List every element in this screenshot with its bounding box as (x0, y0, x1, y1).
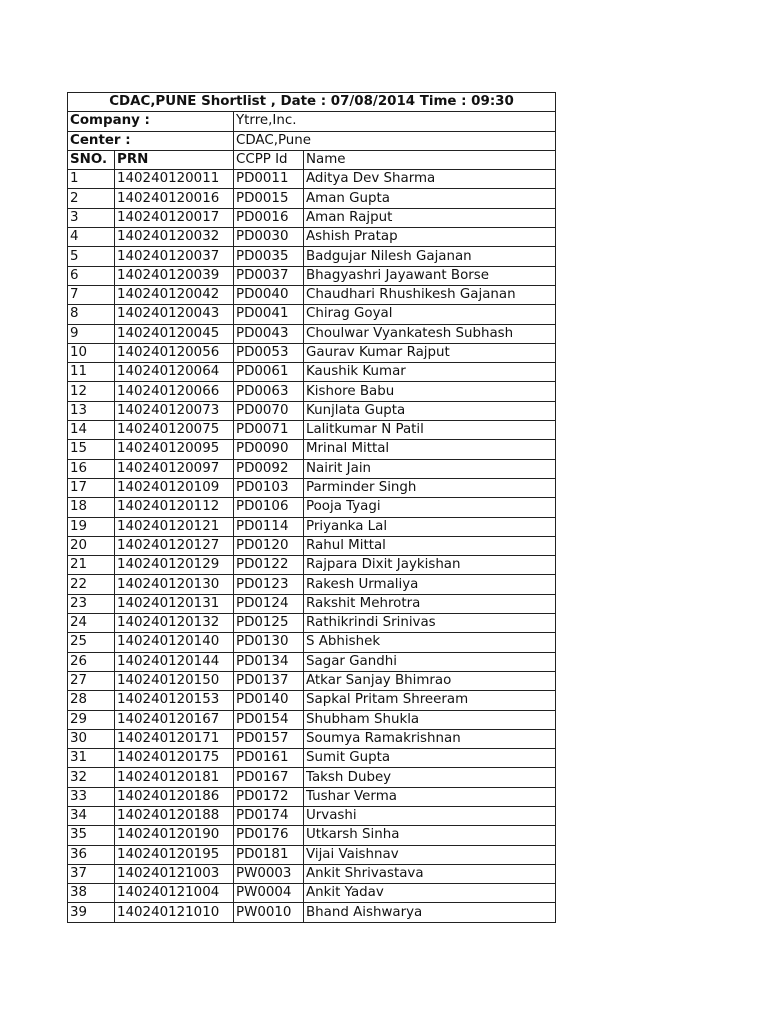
cell-prn: 140240120042 (115, 285, 234, 304)
cell-prn: 140240120112 (115, 498, 234, 517)
table-row (68, 691, 556, 710)
cell-sno: 37 (68, 864, 115, 883)
table-row (68, 208, 556, 227)
cell-ccpp-id: PD0161 (234, 749, 304, 768)
cell-prn: 140240120045 (115, 324, 234, 343)
cell-ccpp-id: PD0063 (234, 382, 304, 401)
cell-name: Pooja Tyagi (304, 498, 556, 517)
table-row (68, 421, 556, 440)
cell-name: Ankit Shrivastava (304, 864, 556, 883)
cell-name: Choulwar Vyankatesh Subhash (304, 324, 556, 343)
cell-name: Rathikrindi Srinivas (304, 614, 556, 633)
cell-name: Priyanka Lal (304, 517, 556, 536)
cell-sno: 29 (68, 710, 115, 729)
shortlist-table (67, 92, 556, 923)
cell-ccpp-id: PD0041 (234, 305, 304, 324)
cell-name: Ashish Pratap (304, 228, 556, 247)
column-header-sno: SNO. (68, 150, 115, 169)
cell-ccpp-id: PD0137 (234, 671, 304, 690)
table-row (68, 556, 556, 575)
table-row (68, 478, 556, 497)
table-row (68, 324, 556, 343)
cell-ccpp-id: PD0016 (234, 208, 304, 227)
cell-ccpp-id: PD0130 (234, 633, 304, 652)
cell-name: Soumya Ramakrishnan (304, 729, 556, 748)
table-row (68, 517, 556, 536)
cell-sno: 6 (68, 266, 115, 285)
cell-name: Kishore Babu (304, 382, 556, 401)
cell-ccpp-id: PD0140 (234, 691, 304, 710)
table-row (68, 189, 556, 208)
cell-name: Sagar Gandhi (304, 652, 556, 671)
cell-sno: 23 (68, 594, 115, 613)
cell-prn: 140240120150 (115, 671, 234, 690)
table-row (68, 536, 556, 555)
table-row (68, 633, 556, 652)
cell-sno: 18 (68, 498, 115, 517)
cell-ccpp-id: PD0114 (234, 517, 304, 536)
cell-ccpp-id: PD0167 (234, 768, 304, 787)
cell-prn: 140240120037 (115, 247, 234, 266)
cell-name: Bhagyashri Jayawant Borse (304, 266, 556, 285)
cell-name: Atkar Sanjay Bhimrao (304, 671, 556, 690)
cell-sno: 26 (68, 652, 115, 671)
cell-name: Sumit Gupta (304, 749, 556, 768)
cell-name: Lalitkumar N Patil (304, 421, 556, 440)
cell-prn: 140240120167 (115, 710, 234, 729)
cell-prn: 140240120190 (115, 826, 234, 845)
cell-sno: 2 (68, 189, 115, 208)
cell-prn: 140240120121 (115, 517, 234, 536)
cell-sno: 38 (68, 884, 115, 903)
table-row (68, 305, 556, 324)
cell-ccpp-id: PD0040 (234, 285, 304, 304)
cell-ccpp-id: PD0092 (234, 459, 304, 478)
table-row (68, 228, 556, 247)
cell-prn: 140240120181 (115, 768, 234, 787)
cell-sno: 14 (68, 421, 115, 440)
cell-ccpp-id: PD0071 (234, 421, 304, 440)
table-row (68, 845, 556, 864)
cell-sno: 5 (68, 247, 115, 266)
cell-ccpp-id: PD0015 (234, 189, 304, 208)
cell-ccpp-id: PD0154 (234, 710, 304, 729)
cell-name: Rajpara Dixit Jaykishan (304, 556, 556, 575)
cell-name: Urvashi (304, 806, 556, 825)
cell-sno: 32 (68, 768, 115, 787)
cell-prn: 140240120109 (115, 478, 234, 497)
cell-prn: 140240120132 (115, 614, 234, 633)
cell-ccpp-id: PD0043 (234, 324, 304, 343)
cell-name: Vijai Vaishnav (304, 845, 556, 864)
cell-name: Aditya Dev Sharma (304, 170, 556, 189)
cell-ccpp-id: PD0124 (234, 594, 304, 613)
cell-ccpp-id: PD0103 (234, 478, 304, 497)
cell-sno: 27 (68, 671, 115, 690)
table-row (68, 652, 556, 671)
company-value: Ytrre,Inc. (234, 112, 556, 131)
table-row (68, 729, 556, 748)
cell-prn: 140240121010 (115, 903, 234, 922)
table-row (68, 806, 556, 825)
cell-prn: 140240120039 (115, 266, 234, 285)
cell-sno: 8 (68, 305, 115, 324)
cell-sno: 12 (68, 382, 115, 401)
column-header-name: Name (304, 150, 556, 169)
cell-name: Ankit Yadav (304, 884, 556, 903)
cell-prn: 140240120127 (115, 536, 234, 555)
table-row (68, 768, 556, 787)
cell-sno: 22 (68, 575, 115, 594)
cell-name: Shubham Shukla (304, 710, 556, 729)
cell-sno: 36 (68, 845, 115, 864)
cell-ccpp-id: PD0053 (234, 343, 304, 362)
cell-sno: 30 (68, 729, 115, 748)
table-row (68, 884, 556, 903)
cell-name: Badgujar Nilesh Gajanan (304, 247, 556, 266)
cell-name: Rakshit Mehrotra (304, 594, 556, 613)
cell-prn: 140240120017 (115, 208, 234, 227)
cell-prn: 140240120011 (115, 170, 234, 189)
cell-ccpp-id: PD0172 (234, 787, 304, 806)
cell-sno: 4 (68, 228, 115, 247)
cell-ccpp-id: PD0037 (234, 266, 304, 285)
cell-name: Parminder Singh (304, 478, 556, 497)
table-row (68, 363, 556, 382)
table-row (68, 826, 556, 845)
cell-name: Sapkal Pritam Shreeram (304, 691, 556, 710)
cell-ccpp-id: PW0004 (234, 884, 304, 903)
cell-sno: 34 (68, 806, 115, 825)
cell-prn: 140240120043 (115, 305, 234, 324)
cell-prn: 140240120032 (115, 228, 234, 247)
cell-prn: 140240120129 (115, 556, 234, 575)
cell-prn: 140240120144 (115, 652, 234, 671)
cell-prn: 140240120016 (115, 189, 234, 208)
cell-prn: 140240120075 (115, 421, 234, 440)
table-row (68, 343, 556, 362)
cell-name: Kunjlata Gupta (304, 401, 556, 420)
cell-sno: 1 (68, 170, 115, 189)
column-header-prn: PRN (115, 150, 234, 169)
center-row (68, 131, 556, 150)
cell-ccpp-id: PD0134 (234, 652, 304, 671)
cell-sno: 25 (68, 633, 115, 652)
table-row (68, 787, 556, 806)
cell-sno: 11 (68, 363, 115, 382)
table-row (68, 575, 556, 594)
cell-name: Rakesh Urmaliya (304, 575, 556, 594)
cell-name: Aman Gupta (304, 189, 556, 208)
cell-prn: 140240120130 (115, 575, 234, 594)
cell-sno: 24 (68, 614, 115, 633)
title-row (68, 93, 556, 112)
cell-sno: 21 (68, 556, 115, 575)
company-row (68, 112, 556, 131)
cell-ccpp-id: PD0157 (234, 729, 304, 748)
cell-sno: 10 (68, 343, 115, 362)
cell-name: Gaurav Kumar Rajput (304, 343, 556, 362)
cell-ccpp-id: PD0120 (234, 536, 304, 555)
cell-ccpp-id: PD0174 (234, 806, 304, 825)
cell-sno: 3 (68, 208, 115, 227)
company-label: Company : (68, 112, 234, 131)
cell-prn: 140240120188 (115, 806, 234, 825)
cell-sno: 16 (68, 459, 115, 478)
cell-ccpp-id: PD0061 (234, 363, 304, 382)
cell-sno: 33 (68, 787, 115, 806)
cell-name: Mrinal Mittal (304, 440, 556, 459)
table-row (68, 382, 556, 401)
cell-prn: 140240120131 (115, 594, 234, 613)
cell-name: S Abhishek (304, 633, 556, 652)
cell-prn: 140240120175 (115, 749, 234, 768)
cell-name: Nairit Jain (304, 459, 556, 478)
table-row (68, 614, 556, 633)
cell-ccpp-id: PD0106 (234, 498, 304, 517)
cell-sno: 7 (68, 285, 115, 304)
table-row (68, 285, 556, 304)
cell-name: Chirag Goyal (304, 305, 556, 324)
cell-name: Rahul Mittal (304, 536, 556, 555)
sheet-title: CDAC,PUNE Shortlist , Date : 07/08/2014 Time : 09:30 (68, 93, 556, 112)
cell-prn: 140240120195 (115, 845, 234, 864)
cell-ccpp-id: PW0010 (234, 903, 304, 922)
cell-name: Chaudhari Rhushikesh Gajanan (304, 285, 556, 304)
table-row (68, 710, 556, 729)
cell-ccpp-id: PD0035 (234, 247, 304, 266)
cell-name: Bhand Aishwarya (304, 903, 556, 922)
shortlist-table-body (68, 93, 556, 923)
cell-sno: 20 (68, 536, 115, 555)
cell-sno: 17 (68, 478, 115, 497)
cell-name: Aman Rajput (304, 208, 556, 227)
cell-prn: 140240120097 (115, 459, 234, 478)
cell-prn: 140240121004 (115, 884, 234, 903)
cell-sno: 15 (68, 440, 115, 459)
cell-ccpp-id: PD0176 (234, 826, 304, 845)
cell-sno: 39 (68, 903, 115, 922)
table-row (68, 170, 556, 189)
header-row (68, 150, 556, 169)
cell-ccpp-id: PW0003 (234, 864, 304, 883)
center-label: Center : (68, 131, 234, 150)
cell-ccpp-id: PD0122 (234, 556, 304, 575)
table-row (68, 266, 556, 285)
cell-sno: 35 (68, 826, 115, 845)
cell-sno: 28 (68, 691, 115, 710)
cell-name: Kaushik Kumar (304, 363, 556, 382)
table-row (68, 247, 556, 266)
center-value: CDAC,Pune (234, 131, 556, 150)
cell-sno: 9 (68, 324, 115, 343)
cell-name: Utkarsh Sinha (304, 826, 556, 845)
cell-prn: 140240120186 (115, 787, 234, 806)
table-row (68, 440, 556, 459)
cell-ccpp-id: PD0030 (234, 228, 304, 247)
cell-ccpp-id: PD0125 (234, 614, 304, 633)
cell-prn: 140240120073 (115, 401, 234, 420)
cell-sno: 19 (68, 517, 115, 536)
cell-prn: 140240120056 (115, 343, 234, 362)
cell-name: Tushar Verma (304, 787, 556, 806)
table-row (68, 671, 556, 690)
cell-prn: 140240121003 (115, 864, 234, 883)
cell-ccpp-id: PD0070 (234, 401, 304, 420)
table-row (68, 749, 556, 768)
cell-prn: 140240120153 (115, 691, 234, 710)
table-row (68, 864, 556, 883)
cell-prn: 140240120066 (115, 382, 234, 401)
table-row (68, 903, 556, 922)
table-row (68, 594, 556, 613)
cell-sno: 13 (68, 401, 115, 420)
cell-ccpp-id: PD0123 (234, 575, 304, 594)
cell-name: Taksh Dubey (304, 768, 556, 787)
cell-prn: 140240120140 (115, 633, 234, 652)
cell-ccpp-id: PD0090 (234, 440, 304, 459)
column-header-ccpp-id: CCPP Id (234, 150, 304, 169)
table-row (68, 498, 556, 517)
table-row (68, 401, 556, 420)
cell-prn: 140240120171 (115, 729, 234, 748)
cell-sno: 31 (68, 749, 115, 768)
cell-ccpp-id: PD0181 (234, 845, 304, 864)
table-row (68, 459, 556, 478)
cell-ccpp-id: PD0011 (234, 170, 304, 189)
cell-prn: 140240120095 (115, 440, 234, 459)
cell-prn: 140240120064 (115, 363, 234, 382)
